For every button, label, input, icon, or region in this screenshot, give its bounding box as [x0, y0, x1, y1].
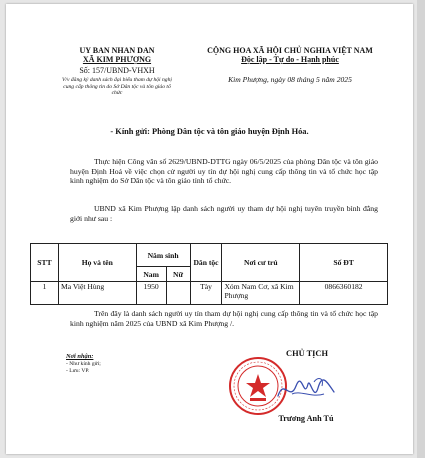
authority-name: UY BAN NHAN DAN — [79, 46, 155, 55]
header-male: Nam — [136, 267, 166, 282]
header-name: Họ và tên — [58, 244, 136, 282]
header-residence: Nơi cư trú — [222, 244, 300, 282]
recipients-heading: Nơi nhận: — [66, 353, 94, 360]
recipients-block — [66, 353, 156, 376]
header-ethnicity: Dân tộc — [190, 244, 222, 282]
national-motto-block — [194, 46, 386, 86]
body-paragraph-2: UBND xã Kim Phượng lập danh sách người uy tham dự hội nghị tuyên truyền bình đẳng giới như sau : — [70, 204, 378, 223]
cell-male-birth-year: 1950 — [136, 282, 166, 305]
recipient-line: - Kính gửi: Phòng Dân tộc và tôn giáo huyện Định Hóa. — [110, 127, 309, 136]
table-row — [31, 282, 388, 305]
header-stt: STT — [31, 244, 59, 282]
header-birth-year: Năm sinh — [136, 244, 190, 267]
country-name: CỘNG HOA XÃ HỘI CHỦ NGHIA VIỆT NAM — [207, 46, 373, 55]
cell-ethnicity: Tày — [190, 282, 222, 305]
cell-female-birth-year — [166, 282, 190, 305]
national-motto: Độc lập - Tự do - Hạnh phúc — [241, 55, 339, 64]
cell-name: Ma Việt Hùng — [58, 282, 136, 305]
document-subject: V/v đăng ký danh sách đại biểu tham dự hội nghị cung cấp thông tin do Sở Dân tộc và tôn giáo tổ chức — [62, 77, 172, 96]
header-phone: Số ĐT — [300, 244, 388, 282]
recipient-item: - Như kính gửi; — [66, 361, 101, 367]
cell-stt: 1 — [31, 282, 59, 305]
header-female: Nữ — [166, 267, 190, 282]
commune-name: XÃ KIM PHƯỢNG — [82, 55, 152, 64]
cell-residence: Xóm Nam Cơ, xã Kim Phượng — [222, 282, 300, 305]
body-paragraph-1: Thực hiện Công văn số 2629/UBND-DTTG ngày 06/5/2025 của phòng Dân tộc và tôn giáo huyện Định Hoá về việc chọn cử người uy tín dự hội nghị cung cấp thông tin và tổ chức học tập kinh nghiệm do Sở Dân tộc và tôn giáo tỉnh tổ chức. — [70, 157, 378, 186]
signer-title: CHỦ TỊCH — [286, 349, 328, 358]
delegate-table — [30, 243, 388, 305]
issuing-authority-block — [58, 46, 176, 97]
document-page — [6, 4, 413, 454]
viewer-background-strip — [417, 0, 425, 458]
document-number: Số: 157/UBND-VHXH — [79, 66, 155, 75]
recipient-item: - Lưu: VP. — [66, 368, 90, 375]
cell-phone: 0866360182 — [300, 282, 388, 305]
handwritten-signature-icon — [274, 372, 338, 408]
document-date: Kim Phượng, ngày 08 tháng 5 năm 2025 — [228, 75, 352, 84]
body-paragraph-3: Trên đây là danh sách người uy tín tham dự hội nghị cung cấp thông tin và tổ chức học tập kinh nghiệm năm 2025 của UBND xã Kim Phượng /. — [70, 309, 378, 328]
signer-name: Trương Anh Tú — [278, 414, 334, 423]
